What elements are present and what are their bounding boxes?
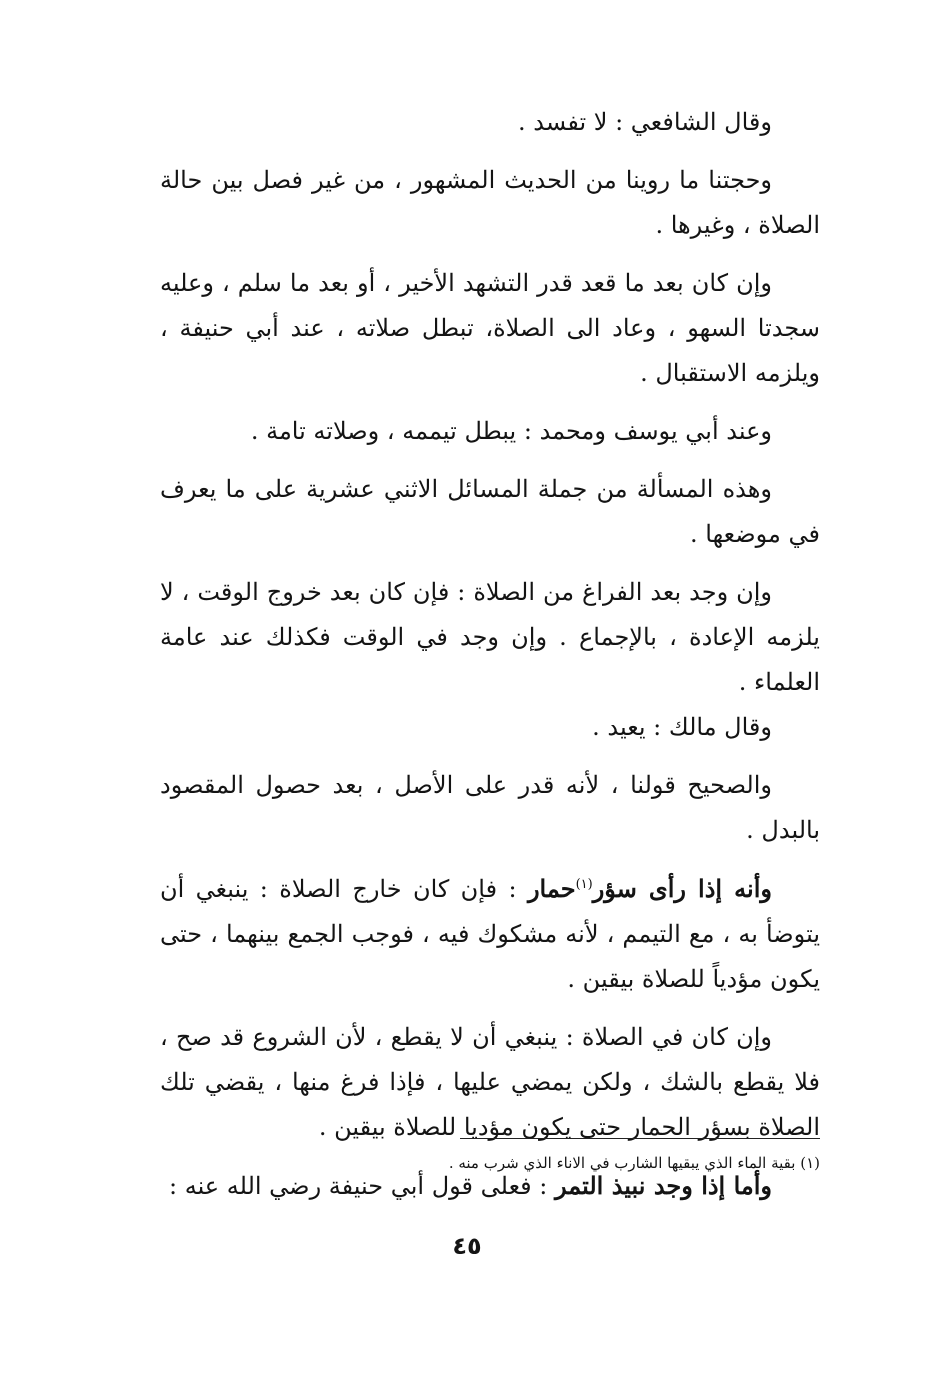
paragraph: وعند أبي يوسف ومحمد : يبطل تيممه ، وصلاته تامة . bbox=[250, 417, 772, 445]
paragraph: وإن كان في الصلاة : ينبغي أن لا يقطع ، لأن الشروع قد صح ، فلا يقطع بالشك ، ولكن يمضي عليها ، فإذا فرغ منها ، يقضي تلك الصلاة بسؤر الحمار حتى يكون مؤديا للصلاة بيقين . bbox=[160, 1023, 820, 1141]
page-number: ٤٥ bbox=[452, 1232, 482, 1260]
paragraph: وإن كان بعد ما قعد قدر التشهد الأخير ، أو بعد ما سلم ، وعليه سجدتا السهو ، وعاد الى الصلاة، تبطل صلاته ، عند أبي حنيفة ، ويلزمه الاستقبال . bbox=[160, 269, 820, 387]
bold-heading: وأما إذا وجد نبيذ التمر bbox=[555, 1171, 772, 1200]
footnote: (١) بقية الماء الذي يبقيها الشارب في الاناء الذي شرب منه . bbox=[448, 1154, 820, 1172]
footnote-marker[interactable]: (١) bbox=[575, 877, 593, 892]
paragraph: وهذه المسألة من جملة المسائل الاثني عشرية على ما يعرف في موضعها . bbox=[160, 475, 820, 548]
paragraph-line: وإن وجد بعد الفراغ من الصلاة : فإن كان بعد خروج الوقت ، لا يلزمه الإعادة ، بالإجماع . وإن وجد في الوقت فكذلك عند عامة العلماء . bbox=[160, 578, 820, 696]
paragraph: والصحيح قولنا ، لأنه قدر على الأصل ، بعد حصول المقصود بالبدل . bbox=[160, 771, 820, 844]
bold-heading: وأنه إذا رأى سؤر bbox=[592, 874, 772, 903]
bold-heading: حمار bbox=[527, 874, 576, 903]
paragraph-text: : فعلى قول أبي حنيفة رضي الله عنه : bbox=[168, 1172, 555, 1200]
body-text bbox=[160, 100, 820, 1222]
paragraph: وحجتنا ما روينا من الحديث المشهور ، من غير فصل بين حالة الصلاة ، وغيرها . bbox=[160, 166, 820, 239]
paragraph bbox=[160, 866, 820, 1002]
paragraph: وقال الشافعي : لا تفسد . bbox=[518, 108, 772, 136]
paragraph bbox=[160, 570, 820, 750]
paragraph-line: وقال مالك : يعيد . bbox=[592, 713, 772, 741]
paragraph-text: : فإن كان خارج الصلاة : ينبغي أن يتوضأ به ، مع التيمم ، لأنه مشكوك فيه ، فوجب الجمع بينهما ، حتى يكون مؤدياً للصلاة بيقين . bbox=[160, 875, 820, 993]
footnote-divider bbox=[460, 1138, 820, 1139]
